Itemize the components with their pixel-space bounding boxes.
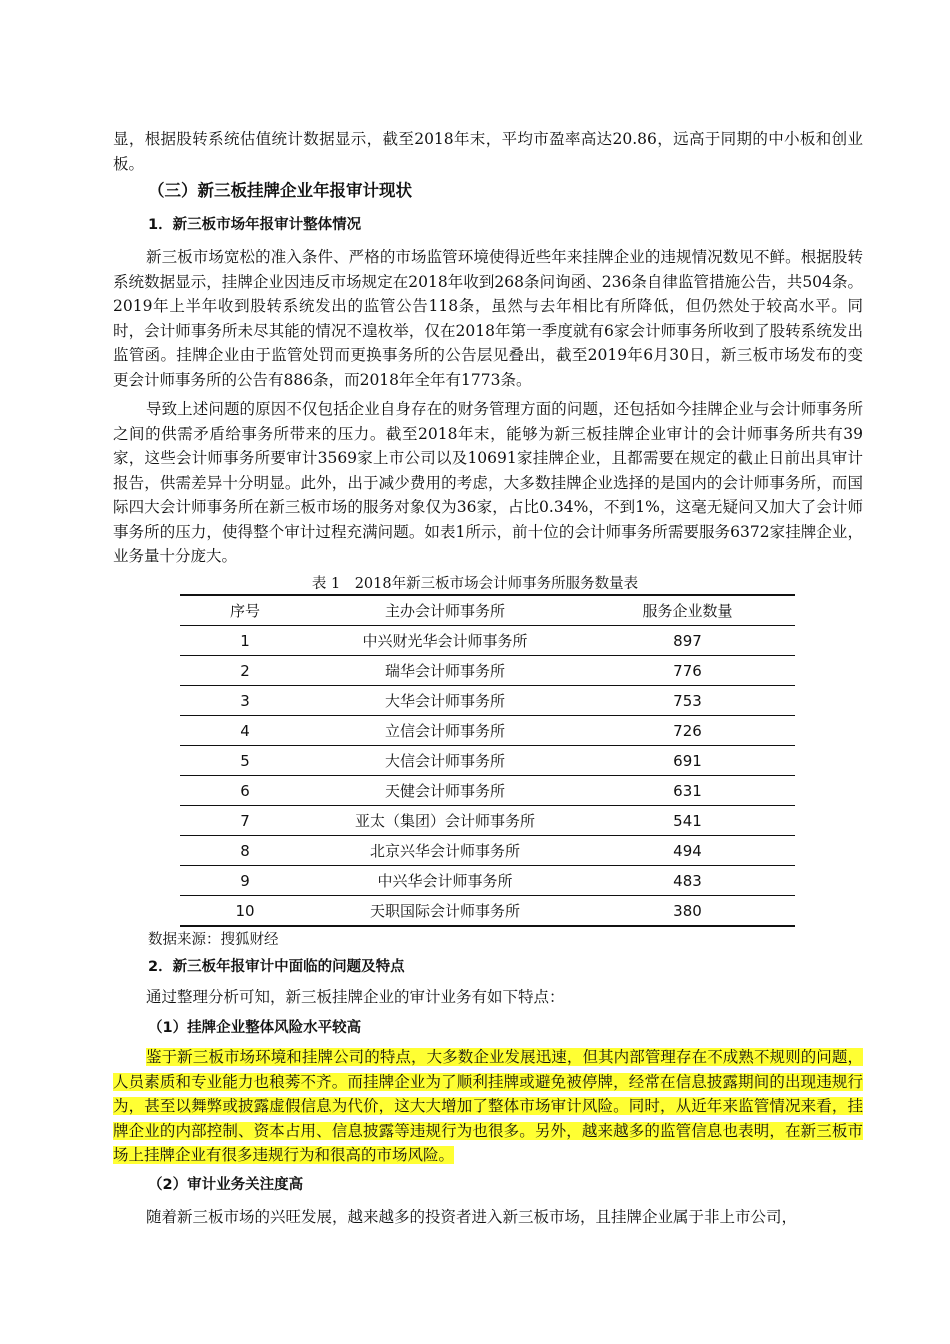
cell-firm: 立信会计师事务所: [310, 716, 580, 746]
cell-index: 4: [180, 716, 310, 746]
cell-index: 10: [180, 896, 310, 927]
table-row: [180, 746, 795, 776]
col-header-count: 服务企业数量: [580, 595, 795, 626]
table-row: [180, 656, 795, 686]
cell-index: 8: [180, 836, 310, 866]
highlighted-text: 鉴于新三板市场环境和挂牌公司的特点，大多数企业发展迅速，但其内部管理存在不成熟不规则的问题，人员素质和专业能力也稂莠不齐。而挂牌企业为了顺利挂牌或避免被停牌，经常在信息披露期间的出现违规行为，甚至以舞弊或披露虚假信息为代价，这大大增加了整体市场审计风险。同时，从近年来监管情况来看，挂牌企业的内部控制、资本占用、信息披露等违规行为也很多。另外，越来越多的监管信息也表明，在新三板市场上挂牌企业有很多违规行为和很高的市场风险。: [113, 1048, 863, 1164]
service-count-table: [180, 594, 795, 927]
cell-firm: 天健会计师事务所: [310, 776, 580, 806]
cell-index: 5: [180, 746, 310, 776]
table-header-row: [180, 595, 795, 626]
section-3-heading: （三）新三板挂牌企业年报审计现状: [148, 181, 412, 200]
subsection-2-heading: 2．新三板年报审计中面临的问题及特点: [148, 959, 405, 975]
cell-count: 541: [580, 806, 795, 836]
paragraph-s1-2: 导致上述问题的原因不仅包括企业自身存在的财务管理方面的问题，还包括如今挂牌企业与会计师事务所之间的供需矛盾给事务所带来的压力。截至2018年末，能够为新三板挂牌企业审计的会计师事务所共有39家，这些会计师事务所要审计3569家上市公司以及10691家挂牌企业，且都需要在规定的截止日前出具审计报告，供需差异十分明显。此外，出于减少费用的考虑，大多数挂牌企业选择的是国内的会计师事务所，而国际四大会计师事务所在新三板市场的服务对象仅为36家，占比0.34%，不到1%，这毫无疑问又加大了会计师事务所的压力，使得整个审计过程充满问题。如表1所示，前十位的会计师事务所需要服务6372家挂牌企业，业务量十分庞大。: [113, 400, 863, 565]
cell-firm: 亚太（集团）会计师事务所: [310, 806, 580, 836]
cell-index: 7: [180, 806, 310, 836]
point-2-heading: （2）审计业务关注度高: [148, 1177, 304, 1193]
cell-firm: 大信会计师事务所: [310, 746, 580, 776]
table-source: 数据来源：搜狐财经: [148, 932, 279, 948]
paragraph-s2-intro: 通过整理分析可知，新三板挂牌企业的审计业务有如下特点：: [146, 988, 565, 1006]
cell-count: 897: [580, 626, 795, 656]
table-row: [180, 686, 795, 716]
cell-firm: 天职国际会计师事务所: [310, 896, 580, 927]
table-row: [180, 716, 795, 746]
table-row: [180, 776, 795, 806]
cell-count: 631: [580, 776, 795, 806]
table-row: [180, 806, 795, 836]
cell-index: 1: [180, 626, 310, 656]
cell-firm: 瑞华会计师事务所: [310, 656, 580, 686]
subsection-1-heading: 1．新三板市场年报审计整体情况: [148, 217, 362, 233]
cell-firm: 北京兴华会计师事务所: [310, 836, 580, 866]
cell-count: 494: [580, 836, 795, 866]
cell-index: 9: [180, 866, 310, 896]
cell-index: 6: [180, 776, 310, 806]
cell-count: 776: [580, 656, 795, 686]
cell-count: 380: [580, 896, 795, 927]
table-row: [180, 866, 795, 896]
paragraph-top: 显，根据股转系统估值统计数据显示，截至2018年末，平均市盈率高达20.86，远高于同期的中小板和创业板。: [113, 130, 863, 173]
col-header-index: 序号: [180, 595, 310, 626]
cell-count: 483: [580, 866, 795, 896]
table-caption: 表 1 2018年新三板市场会计师事务所服务数量表: [311, 576, 639, 592]
paragraph-point-2: 随着新三板市场的兴旺发展，越来越多的投资者进入新三板市场，且挂牌企业属于非上市公司，: [146, 1208, 798, 1226]
cell-count: 753: [580, 686, 795, 716]
point-1-heading: （1）挂牌企业整体风险水平较高: [148, 1020, 362, 1036]
table-row: [180, 626, 795, 656]
table-row: [180, 896, 795, 927]
cell-count: 726: [580, 716, 795, 746]
paragraph-s1-1: 新三板市场宽松的准入条件、严格的市场监管环境使得近些年来挂牌企业的违规情况数见不鲜。根据股转系统数据显示，挂牌企业因违反市场规定在2018年收到268条问询函、236条自律监管措施公告，共504条。2019年上半年收到股转系统发出的监管公告118条，虽然与去年相比有所降低，但仍然处于较高水平。同时，会计师事务所未尽其能的情况不遑枚举，仅在2018年第一季度就有6家会计师事务所收到了股转系统发出监管函。挂牌企业由于监管处罚而更换事务所的公告层见叠出，截至2019年6月30日，新三板市场发布的变更会计师事务所的公告有886条，而2018年全年有1773条。: [113, 248, 863, 389]
cell-firm: 大华会计师事务所: [310, 686, 580, 716]
cell-firm: 中兴财光华会计师事务所: [310, 626, 580, 656]
table-row: [180, 836, 795, 866]
paragraph-point-1: [113, 1045, 863, 1168]
cell-index: 3: [180, 686, 310, 716]
cell-count: 691: [580, 746, 795, 776]
cell-firm: 中兴华会计师事务所: [310, 866, 580, 896]
cell-index: 2: [180, 656, 310, 686]
col-header-firm: 主办会计师事务所: [310, 595, 580, 626]
